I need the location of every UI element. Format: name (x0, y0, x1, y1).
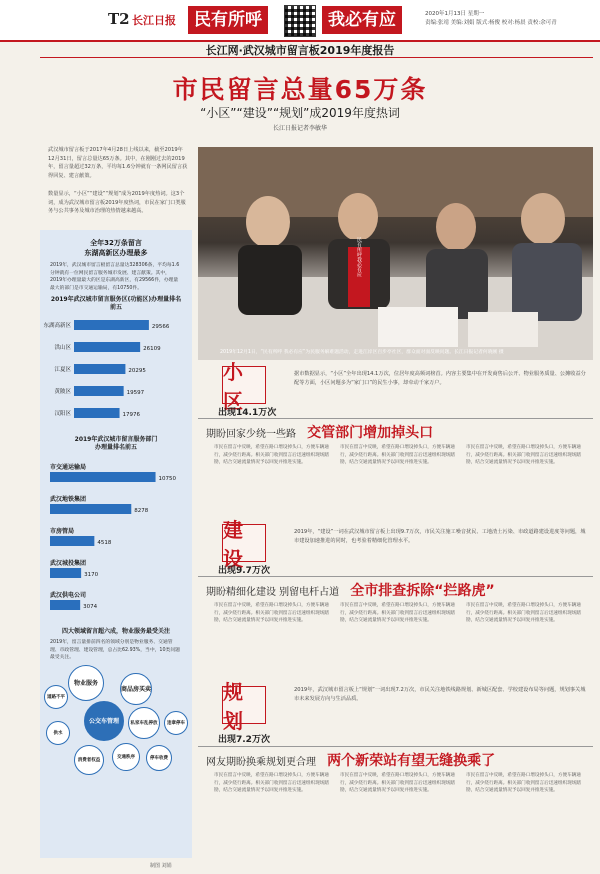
divider (198, 418, 593, 419)
issue-date: 2020年1月13日 星期一 (425, 11, 485, 17)
sidebar-title-1: 全年32万条留言 (90, 239, 142, 247)
bar-value-label: 26109 (143, 346, 161, 352)
body-column: 市民在留言中反映，希望在路口增设掉头口，方便车辆通行，减少绕行距离。相关部门收到留言后迅速组织现场踏勘，结合交通流量情况予以回复并推进实施。 (214, 603, 329, 624)
subtitle-lead: 网友期盼换乘规划更合理 (206, 757, 316, 768)
graphic-credit: 制图 刘娟 (150, 863, 172, 869)
divider (198, 746, 593, 747)
bar (74, 386, 124, 396)
bar-category-label: 东湖高新区 (43, 323, 71, 329)
body-column: 市民在留言中反映，希望在路口增设掉头口，方便车辆通行，减少绕行距离。相关部门收到留言后迅速组织现场踏勘，结合交通流量情况予以回复并推进实施。 (214, 773, 329, 794)
bar-value-label: 29566 (151, 324, 170, 330)
body-column: 市民在留言中反映，希望在路口增设掉头口，方便车辆通行，减少绕行距离。相关部门收到留言后迅速组织现场踏勘，结合交通流量情况予以回复并推进实施。 (340, 773, 455, 794)
topic-bubble: 私家车乱停放 (128, 707, 160, 739)
slogan-left: 民有所呼 (188, 6, 268, 34)
bar-value-label: 17976 (122, 412, 141, 418)
chart2-title-1: 2019年武汉城市留言服务部门 (74, 436, 158, 443)
bar-value-label: 10750 (158, 476, 177, 482)
infographic-sidebar (40, 230, 192, 858)
photo-illustration (198, 147, 593, 360)
bar-category-label: 汉阳区 (54, 411, 71, 417)
topic-bubble: 交通秩序 (112, 743, 140, 771)
body-column: 市民在留言中反映，希望在路口增设掉头口，方便车辆通行，减少绕行距离。相关部门收到留言后迅速组织现场踏勘，结合交通流量情况予以回复并推进实施。 (340, 603, 455, 624)
section-tag-jianshe: 建设 (222, 524, 266, 562)
topic-bubble: 道路不平 (44, 685, 68, 709)
bar-value-label: 19597 (126, 390, 145, 396)
section-subtitle-jianshe (206, 580, 495, 600)
photo-caption: 2019年12月1日，“民有所呼 我必有应”为民服务解难题活动，走进江岸区百步亭社区，群众面对面反映问题。长江日报记者何晓刚 摄 (220, 350, 504, 355)
bar-category-label: 市交通运输局 (50, 464, 87, 471)
body-column: 市民在留言中反映，希望在路口增设掉头口，方便车辆通行，减少绕行距离。相关部门收到留言后迅速组织现场踏勘，结合交通流量情况予以回复并推进实施。 (466, 603, 581, 624)
section-tag-guihua: 规划 (222, 686, 266, 724)
body-column: 市民在留言中反映，希望在路口增设掉头口，方便车辆通行，减少绕行距离。相关部门收到留言后迅速组织现场踏勘，结合交通流量情况予以回复并推进实施。 (466, 773, 581, 794)
bar (50, 600, 80, 610)
topic-bubble: 停车收费 (146, 745, 172, 771)
topic-bubble: 违章停车 (164, 711, 188, 735)
headline-deck: “小区”“建设”“规划”成2019年度热词 (200, 106, 400, 120)
topic-bubble: 供水 (46, 721, 70, 745)
section-hits-guihua: 出现7.2万次 (218, 735, 270, 745)
department-bar-chart (40, 452, 192, 622)
chart1-title: 2019年武汉城市留言服务区(功能区)办理量排名前五 (50, 296, 182, 311)
section-subtitle-xiaoqu (206, 422, 433, 442)
section-hits-xiaoqu: 出现14.1万次 (218, 408, 277, 418)
box-title: 四大领域留言超六成，物业服务最受关注 (61, 628, 170, 635)
section-tag-xiaoqu: 小区 (222, 366, 266, 404)
bar (50, 568, 81, 578)
section-subtitle-guihua (206, 750, 495, 770)
qr-code-icon (284, 5, 316, 37)
bar-value-label: 8278 (134, 508, 149, 514)
subtitle-main: 全市排查拆除“拦路虎” (350, 583, 495, 599)
editor-credits: 责编:张靖 美编:刘娟 版式:杨俊 校对:杨晨 责校:余可青 (425, 20, 557, 26)
box-note: 2019年，留言量排前四名的领域分别是物业服务、交通管理、市政管理、建设管理，总占比62.93%，当中，10类问题最受关注。 (50, 640, 180, 660)
bar (50, 472, 156, 482)
subtitle-lead: 期盼精细化建设 别留电杆占道 (206, 587, 340, 598)
subtitle-lead: 期盼回家少绕一些路 (206, 429, 296, 440)
slogan-right: 我必有应 (322, 6, 402, 34)
section-intro-xiaoqu: 据市数据显示，“小区”全年出现14.1万次，位居年度高频词榜首。内容主要集中在开发商售后公开、物业服务质量、公摊收益分配等方面，小区问题多为“家门口”的民生小事，却牵动千家万户。 (294, 371, 586, 386)
masthead (0, 0, 600, 42)
section-intro-guihua: 2019年，武汉城市留言板上“规划”一词出现7.2万次，市民关注地铁线路规划、新城区配套、学校建设布局等问题，规划事关城市未来发展方向与生活品质。 (294, 687, 586, 702)
bar-category-label: 市房管局 (50, 528, 75, 535)
bar (50, 536, 94, 546)
topic-bubble: 公交车管理 (84, 701, 124, 741)
body-column: 市民在留言中反映，希望在路口增设掉头口，方便车辆通行，减少绕行距离。相关部门收到留言后迅速组织现场踏勘，结合交通流量情况予以回复并推进实施。 (466, 445, 581, 466)
sidebar-title-2: 东湖高新区办理最多 (84, 249, 148, 257)
topic-bubble: 物业服务 (68, 665, 104, 701)
bar (74, 364, 125, 374)
news-photo (198, 147, 593, 360)
district-bar-chart (40, 312, 192, 432)
dateline (425, 10, 595, 28)
bar-category-label: 武汉地铁集团 (50, 496, 87, 503)
subtitle-main: 两个新荣站有望无缝换乘了 (327, 753, 496, 769)
subtitle-main: 交管部门增加掉头口 (307, 425, 434, 441)
bar-value-label: 20295 (128, 368, 146, 374)
bar (74, 342, 140, 352)
paper-name: 长江日报 (132, 14, 176, 27)
divider (40, 57, 593, 58)
bar-category-label: 江夏区 (54, 367, 71, 373)
page-title: 市民留言总量65万条 (172, 75, 428, 104)
sidebar-note: 2019年，武汉城市留言板留言总量达328306条，平均每1.6分钟就有一位网民留言服务城市发展、建言献策。其中，2019年办理量最大的区是东湖高新区，有29566件，办理量最大的部门是市交通运输局，有10750件。 (50, 263, 180, 291)
bar-value-label: 4518 (97, 540, 112, 546)
topic-bubble: 商品房买卖 (120, 673, 152, 705)
body-column: 市民在留言中反映，希望在路口增设掉头口，方便车辆通行，减少绕行距离。相关部门收到留言后迅速组织现场踏勘，结合交通流量情况予以回复并推进实施。 (340, 445, 455, 466)
byline: 长江日报记者李敏华 (272, 125, 327, 132)
section-hits-jianshe: 出现9.7万次 (218, 566, 270, 576)
bar-category-label: 洪山区 (54, 345, 71, 351)
bar (50, 504, 131, 514)
bar-value-label: 3170 (84, 572, 99, 578)
intro-paragraph-2: 数量显示，“小区”“建设”“规划”成为2019年度热词。这3个词，成为武汉城市留言板2019年度热词，市民在家门口类服务与公共事务及城市治理的热情越来越高。 (48, 191, 186, 214)
chart2-title-2: 办理量排名前五 (94, 444, 137, 451)
bar (74, 320, 149, 330)
section-intro-jianshe: 2019年，“建设”一词在武汉城市留言板上出现9.7万次，市民关注施工噪音扰民、工地渣土污染、市政道路建设进度等问题，城市建设加速推进的同时，也考验着精细化管理水平。 (294, 529, 586, 544)
report-subhead: 长江网·武汉城市留言板2019年度报告 (205, 44, 395, 57)
bar (74, 408, 120, 418)
bar-category-label: 武汉城投集团 (50, 560, 87, 567)
body-column: 市民在留言中反映，希望在路口增设掉头口，方便车辆通行，减少绕行距离。相关部门收到留言后迅速组织现场踏勘，结合交通流量情况予以回复并推进实施。 (214, 445, 329, 466)
page-number: T2 (108, 10, 130, 28)
bar-value-label: 3074 (83, 604, 98, 610)
bar-category-label: 黄陂区 (54, 389, 71, 395)
topic-bubble: 消费者权益 (74, 745, 104, 775)
divider (198, 576, 593, 577)
bubble-cluster (40, 665, 192, 785)
bar-category-label: 武汉供电公司 (50, 592, 87, 599)
intro-paragraph-1: 武汉城市留言板于2017年4月28日上线以来，截至2019年12月31日，留言总量达65万条。其中，在刚刚过去的2019年，留言量超过32万条，平均每1.6分钟就有一条网民留言获得回复、建言献策。 (48, 147, 188, 179)
photo-sign: 民有所呼我必有应 (356, 237, 362, 277)
